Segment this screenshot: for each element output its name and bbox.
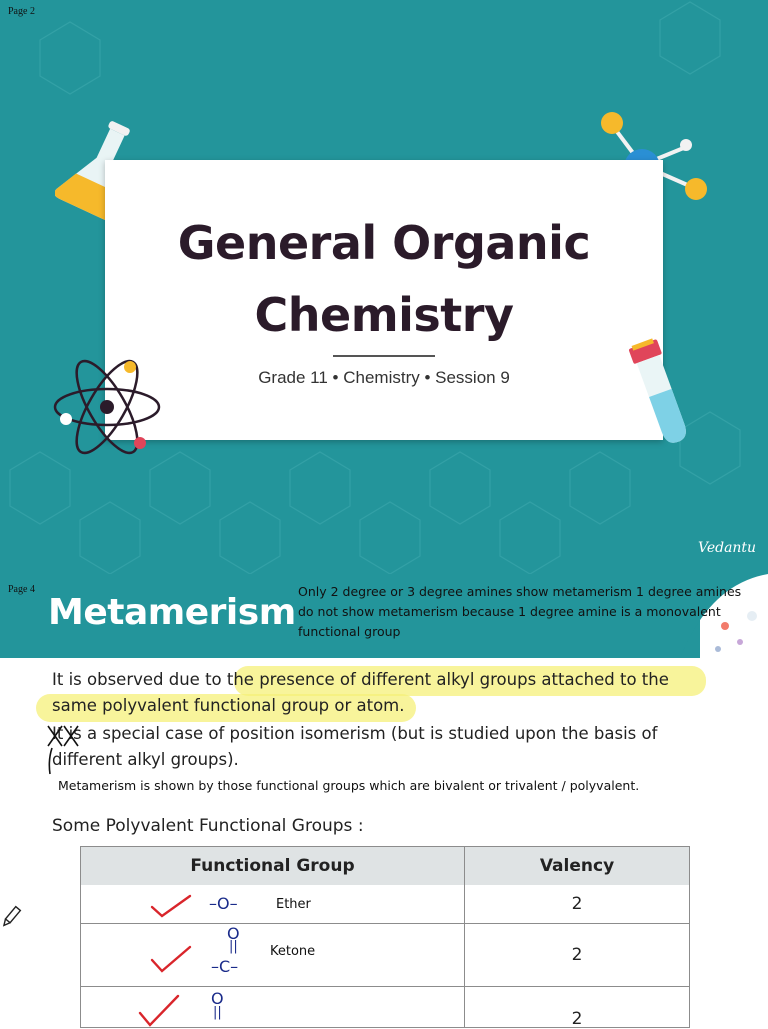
table-row [80, 924, 690, 987]
title-card [105, 160, 663, 440]
body-text-line: different alkyl groups). [52, 750, 239, 769]
valency-value: 2 [571, 945, 583, 965]
presentation-title-line2: Chemistry [254, 288, 514, 342]
brand-logo: Vedantu [698, 540, 757, 556]
presentation-title-line1: General Organic [177, 216, 591, 270]
scribble-mark [44, 720, 94, 776]
formula: –O– [209, 894, 238, 913]
page-label: Page 2 [8, 6, 35, 17]
table-header-row [80, 846, 690, 886]
body-text-line: It is a special case of position isomerism (but is studied upon the basis of [52, 724, 658, 743]
valency-value: 2 [571, 1009, 583, 1029]
checkmark-icon [137, 993, 181, 1027]
table-row [80, 987, 690, 1028]
table-row [80, 885, 690, 924]
handwritten-note: Only 2 degree or 3 degree amines show metamerism 1 degree amines do not show metamerism because 1 degree amine is a monovalent functional group [298, 584, 742, 639]
formula-double-bond: || [229, 939, 238, 954]
group-name: Ketone [270, 944, 316, 959]
page-label-2: Page 4 [8, 584, 35, 595]
formula-oxygen: O [211, 989, 224, 1008]
valency-value: 2 [571, 894, 583, 914]
title-divider [333, 355, 435, 357]
group-name: Ether [276, 897, 311, 912]
metamerism-slide [0, 574, 768, 1029]
table-heading: Some Polyvalent Functional Groups : [52, 816, 364, 836]
session-subtitle: Grade 11 • Chemistry • Session 9 [258, 368, 510, 387]
header-valency: Valency [539, 856, 615, 876]
formula-oxygen: O [227, 924, 240, 943]
checkmark-icon [149, 893, 193, 919]
slide-title: Metamerism [48, 592, 296, 633]
test-tube-icon [615, 335, 705, 450]
checkmark-icon [149, 944, 193, 974]
body-text-line: same polyvalent functional group or atom. [52, 696, 405, 715]
header-functional-group: Functional Group [190, 856, 355, 876]
formula-double-bond: || [213, 1005, 222, 1020]
formula-carbon: –C– [211, 957, 239, 976]
atom-icon [50, 355, 165, 460]
pencil-icon [0, 904, 22, 930]
body-text-line: It is observed due to the presence of different alkyl groups attached to the [52, 670, 669, 689]
note-text: Metamerism is shown by those functional groups which are bivalent or trivalent / polyvalent. [58, 778, 640, 793]
